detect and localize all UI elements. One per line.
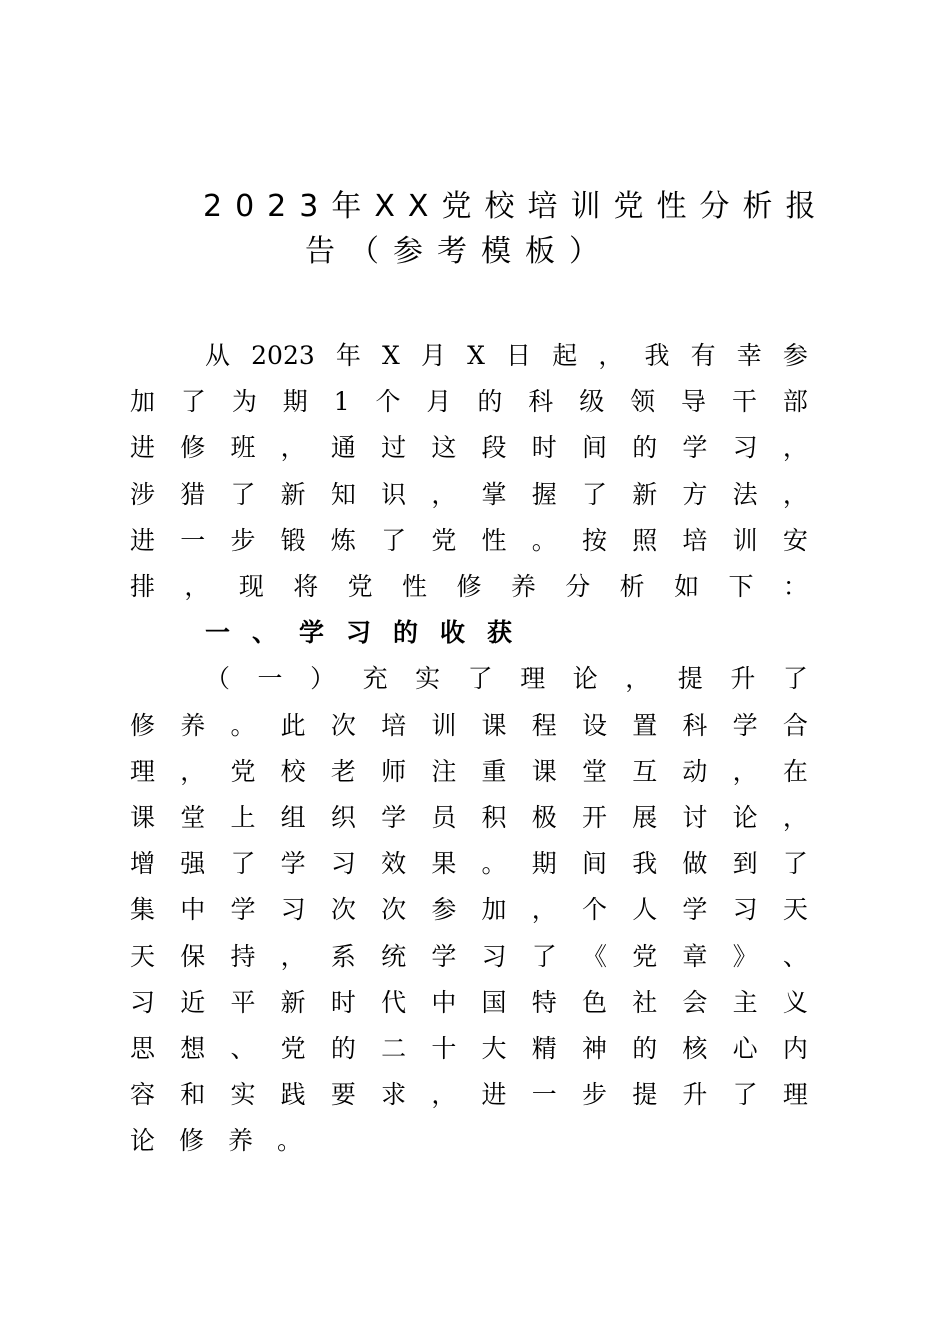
paragraph-line: 涉 猎 了 新 知 识 ， 掌 握 了 新 方 法 ， — [130, 479, 808, 509]
paragraph-line: 集 中 学 习 次 次 参 加 ， 个 人 学 习 天 — [130, 895, 808, 925]
document-title-line-1: 2023年XX党校培训党性分析报 — [203, 189, 829, 224]
paragraph-line: 从 2023 年 X 月 X 日 起 ， 我 有 幸 参 — [205, 341, 808, 370]
paragraph-line: 论修养。 — [130, 1126, 327, 1156]
paragraph-line: 容 和 实 践 要 求 ， 进 一 步 提 升 了 理 — [130, 1080, 808, 1110]
paragraph-line: 增 强 了 学 习 效 果 。 期 间 我 做 到 了 — [130, 849, 808, 879]
paragraph-line: 进 修 班 ， 通 过 这 段 时 间 的 学 习 ， — [130, 433, 808, 463]
paragraph-line: 思 想 、 党 的 二 十 大 精 神 的 核 心 内 — [130, 1034, 808, 1063]
paragraph-line: 习 近 平 新 时 代 中 国 特 色 社 会 主 义 — [130, 987, 808, 1017]
paragraph-line: （ 一 ） 充 实 了 理 论 ， 提 升 了 — [205, 664, 808, 694]
paragraph-line: 理 ， 党 校 老 师 注 重 课 堂 互 动 ， 在 — [130, 756, 808, 786]
paragraph-line: 进 一 步 锻 炼 了 党 性 。 按 照 培 训 安 — [130, 525, 808, 555]
section-heading: 一、学习的收获 — [205, 618, 535, 648]
paragraph-line: 修 养 。 此 次 培 训 课 程 设 置 科 学 合 — [130, 710, 808, 740]
paragraph-line: 加 了 为 期 1 个 月 的 科 级 领 导 干 部 — [130, 387, 808, 417]
paragraph-line: 天 保 持 ， 系 统 学 习 了 《 党 章 》 、 — [130, 941, 808, 971]
paragraph-line: 排 ， 现 将 党 性 修 养 分 析 如 下 ： — [130, 572, 808, 601]
paragraph-line: 课 堂 上 组 织 学 员 积 极 开 展 讨 论 ， — [130, 803, 808, 832]
document-title-line-2: 告（参考模板） — [305, 234, 613, 269]
